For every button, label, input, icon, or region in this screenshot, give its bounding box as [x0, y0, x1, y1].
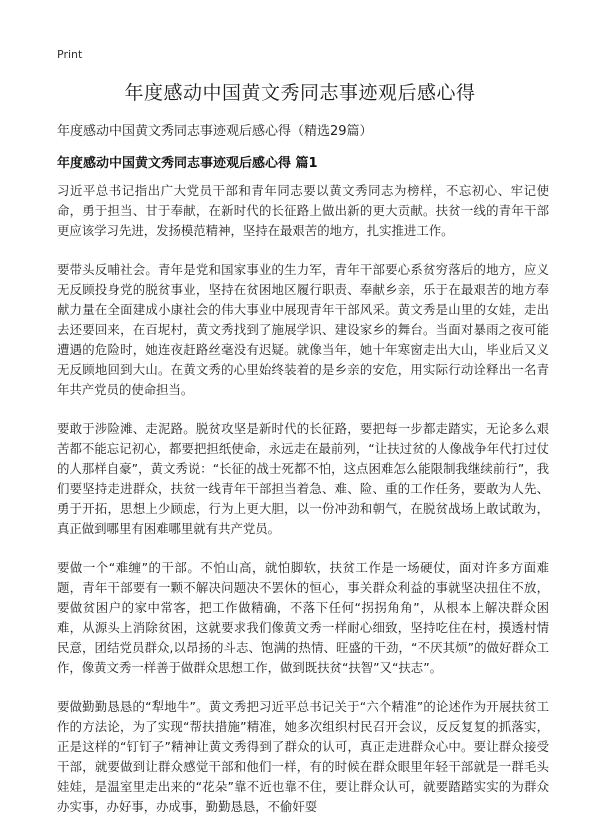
paragraph: 要做勤勤恳恳的“犁地牛”。黄文秀把习近平总书记关于“六个精准”的论述作为开展扶贫工作的方法论，为了实现“帮扶措施”精准，她多次组织村民召开会议，反反复复的抓落实，正是这样的“钉钉子”精神让黄文秀得到了群众的认可，真正走进群众心中。要让群众接受干部，就要做到让群众感觉干部和他们一样，有的时候在群众眼里年轻干部就是一群毛头娃娃，是温室里走出来的“花朵”靠不近也靠不住，要让群众认可，就要踏踏实实的为群众办实事，办好事，办成事，勤勤恳恳，不偷奸耍 — [57, 699, 549, 814]
paragraph: 习近平总书记指出广大党员干部和青年同志要以黄文秀同志为榜样，不忘初心、牢记使命，勇于担当、甘于奉献，在新时代的长征路上做出新的更大贡献。扶贫一线的青年干部更应该学习先进，发扬模范精神，坚持在最艰苦的地方，扎实推进工作。 — [57, 183, 549, 238]
paragraph: 要做一个“难缠”的干部。不怕山高，就怕脚软，扶贫工作是一场硬仗，面对许多方面难题，青年干部要有一颗不解决问题决不罢休的恒心，事关群众利益的事就坚决扭住不放，要做贫困户的家中常客，把工作做精确，不落下任何“拐拐角角”，从根本上解决群众困难，从源头上消除贫困，这就要求我们像黄文秀一样耐心细致，坚持吃住在村，摸透村情民意，团结党员群众,以昂扬的斗志、饱满的热情、旺盛的干劲，“不厌其烦”的做好群众工作，像黄文秀一样善于做群众思想工作，做到既扶贫“扶智”又“扶志”。 — [57, 560, 549, 675]
print-link[interactable]: Print — [57, 48, 83, 61]
page-title: 年度感动中国黄文秀同志事迹观后感心得 — [124, 82, 476, 104]
document-subtitle: 年度感动中国黄文秀同志事迹观后感心得（精选29篇） — [57, 124, 373, 139]
section-heading: 年度感动中国黄文秀同志事迹观后感心得 篇1 — [57, 156, 318, 171]
paragraph: 要敢于涉险滩、走泥路。脱贫攻坚是新时代的长征路，要把每一步都走踏实，无论多么艰苦都不能忘记初心，都要把担纸使命，永远走在最前列，“让扶过贫的人像战争年代打过仗的人那样自豪”，黄文秀说：“长征的战士死都不怕，这点困难怎么能限制我继续前行”，我们要坚持走进群众，扶贫一线青年干部担当着急、难、险、重的工作任务，要敢为人先、勇于开拓，思想上少顾虑，行为上更大胆，以一份冲劲和朝气，在脱贫战场上敢试敢为，真正做到哪里有困难哪里就有共产党员。 — [57, 421, 549, 536]
article-body — [57, 181, 549, 828]
paragraph: 要带头反哺社会。青年是党和国家事业的生力军，青年干部要心系贫穷落后的地方，应义无反顾投身党的脱贫事业，坚持在贫困地区履行职责、奉献乡亲，乐于在最艰苦的地方奉献力量在全面建成小康社会的伟大事业中展现青年干部风采。黄文秀是山里的女娃，走出去还要回来，在百坭村，黄文秀找到了施展学识、建设家乡的舞台。当面对暴雨之夜可能遭遇的危险时，她连夜赶路丝毫没有迟疑。就像当年，她十年寒窗走出大山，毕业后又义无反顾地回到大山。在黄文秀的心里始终装着的是乡亲的安危，用实际行动诠释出一名青年共产党员的使命担当。 — [57, 262, 549, 397]
